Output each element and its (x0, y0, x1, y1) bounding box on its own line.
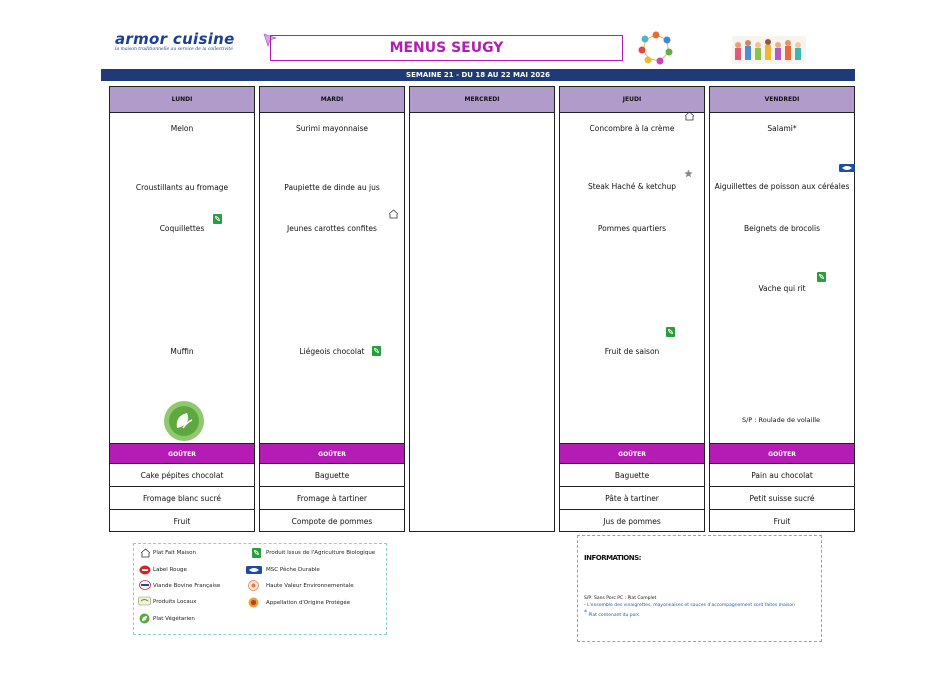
msc-icon (839, 164, 855, 172)
menu-dessert: Liégeois chocolat (299, 347, 365, 356)
menu-starter: Melon (170, 124, 194, 133)
day-column-jeudi (559, 86, 705, 532)
menu-main: Croustillants au fromage (135, 183, 229, 192)
menu-starter: Surimi mayonnaise (295, 124, 369, 133)
gouter-item: Cake pépites chocolat (110, 464, 254, 487)
french-beef-icon (684, 169, 693, 178)
vegetarian-icon (163, 400, 205, 442)
logo-name: armor cuisine (115, 30, 235, 48)
gouter-item: Baguette (560, 464, 704, 487)
gouter-item: Baguette (260, 464, 404, 487)
legend-box (133, 543, 387, 635)
page-title: MENUS SEUGY (270, 35, 623, 61)
children-circle-icon (636, 30, 676, 66)
legend-label: Viande Bovine Française (153, 583, 221, 589)
menu-main: Steak Haché & ketchup (587, 182, 676, 191)
menu-cheese: Vache qui rit (758, 284, 806, 293)
menu-main: Paupiette de dinde au jus (284, 183, 380, 192)
day-header: MARDI (260, 87, 404, 113)
organic-icon (372, 346, 381, 356)
vegetarian-icon (139, 613, 150, 624)
menu-side: Pommes quartiers (597, 224, 667, 233)
organic-icon (252, 548, 261, 558)
pork-free-note: S/P : Roulade de volaille (741, 416, 821, 424)
day-column-mercredi (409, 86, 555, 532)
armor-cuisine-logo (115, 30, 235, 52)
gouter-header: GOÛTER (710, 443, 854, 464)
info-line: Plat contenant du porc (588, 613, 640, 618)
gouter-header: GOÛTER (560, 443, 704, 464)
day-column-vendredi (709, 86, 855, 532)
gouter-header: GOÛTER (260, 443, 404, 464)
legend-label: Label Rouge (153, 567, 187, 573)
menu-main: Aiguillettes de poisson aux céréales (714, 182, 850, 191)
day-header: VENDREDI (710, 87, 854, 113)
legend-label: Appellation d'Origine Protégée (266, 600, 351, 606)
day-column-lundi (109, 86, 255, 532)
menu-side: Coquillettes (159, 224, 205, 233)
legend-label: Plat Fait Maison (153, 550, 196, 556)
gouter-item: Fruit (773, 517, 791, 526)
gouter-item: Petit suisse sucré (710, 487, 854, 510)
gouter-header: GOÛTER (110, 443, 254, 464)
menu-side: Beignets de brocolis (743, 224, 821, 233)
homemade-icon (140, 548, 151, 558)
legend-label: Haute Valeur Environnementale (266, 583, 354, 589)
legend-label: MSC Pêche Durable (266, 567, 320, 573)
homemade-icon (388, 209, 399, 219)
local-products-icon (138, 596, 151, 606)
gouter-item: Fromage blanc sucré (110, 487, 254, 510)
gouter-item: Pain au chocolat (710, 464, 854, 487)
organic-icon (817, 272, 826, 282)
children-group-icon (732, 36, 806, 64)
information-box (577, 535, 822, 642)
gouter-item: Pâte à tartiner (560, 487, 704, 510)
logo-tagline: la maison traditionnelle au service de la collectivité (115, 47, 233, 52)
legend-label: Plat Végétarien (153, 616, 195, 622)
gouter-item: Fruit (173, 517, 191, 526)
day-header: JEUDI (560, 87, 704, 113)
day-header: MERCREDI (410, 87, 554, 113)
menu-starter: Salami* (767, 124, 797, 133)
legend-label: Produit Issus de l'Agriculture Biologique (266, 550, 376, 556)
organic-icon (213, 214, 222, 224)
day-column-mardi (259, 86, 405, 532)
menu-side: Jeunes carottes confites (287, 224, 377, 233)
aop-icon (248, 597, 259, 608)
info-line: - L'ensemble des vinaigrettes, mayonnaises et sauces d'accompagnement sont faites maison (584, 603, 795, 608)
menu-starter: Concombre à la crème (589, 124, 675, 133)
menu-dessert: Fruit de saison (604, 347, 660, 356)
info-line: S/P: Sans Porc PC : Plat Complet (584, 596, 657, 601)
day-header: LUNDI (110, 87, 254, 113)
week-banner: SEMAINE 21 - DU 18 AU 22 MAI 2026 (101, 69, 855, 81)
information-title: INFORMATIONS: (584, 554, 641, 562)
label-rouge-icon (139, 565, 151, 575)
menu-dessert: Muffin (170, 347, 194, 356)
legend-label: Produits Locaux (153, 599, 197, 605)
homemade-icon (684, 111, 695, 121)
gouter-item: Compote de pommes (291, 517, 373, 526)
gouter-item: Fromage à tartiner (260, 487, 404, 510)
hve-icon (248, 580, 259, 591)
organic-icon (666, 327, 675, 337)
french-beef-icon (139, 580, 151, 590)
pork-asterisk: * (584, 609, 587, 616)
gouter-item: Jus de pommes (603, 517, 661, 526)
msc-icon (246, 566, 262, 574)
